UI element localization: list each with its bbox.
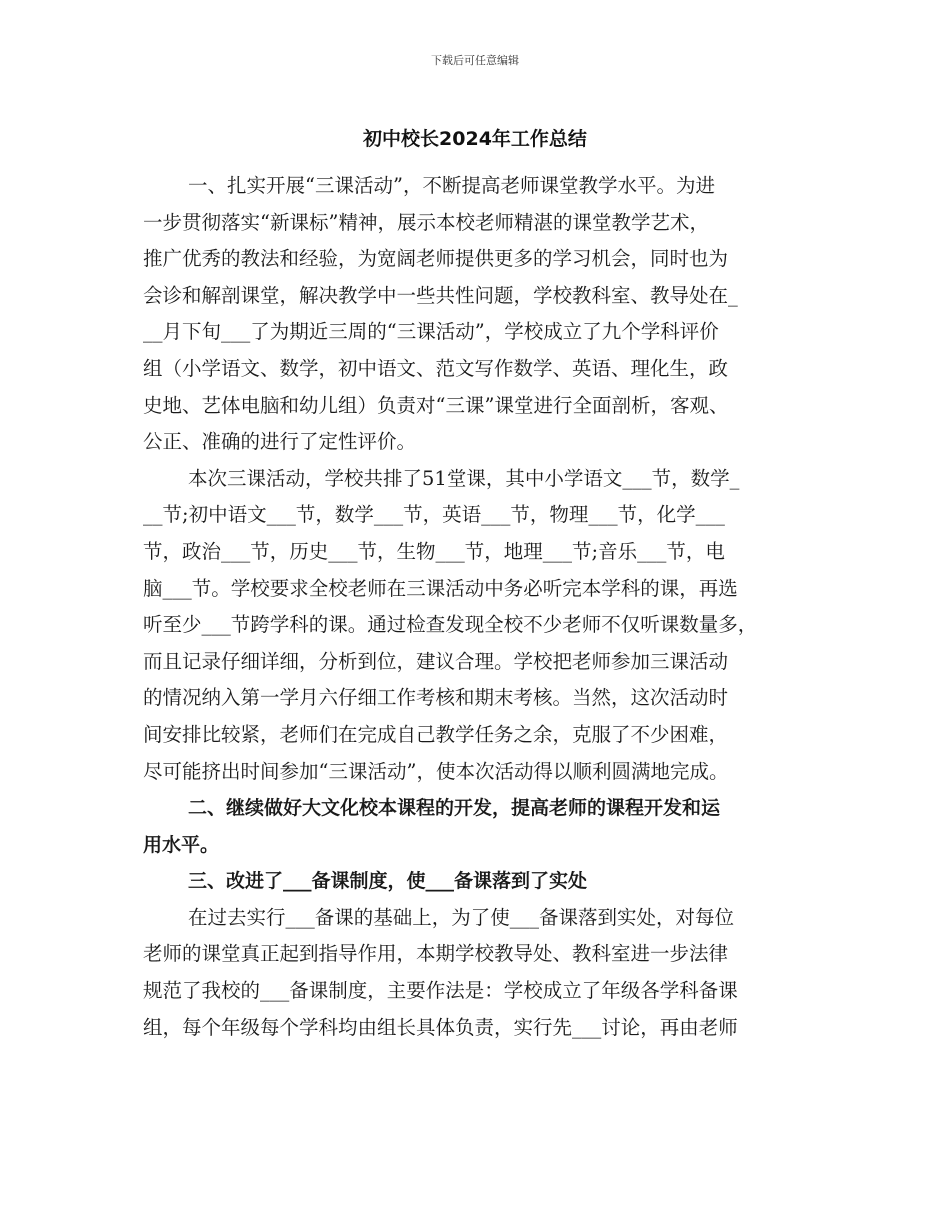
paragraph-line: 听至少___节跨学科的课。通过检查发现全校不少老师不仅听课数量多， xyxy=(143,613,758,637)
paragraph-line: 会诊和解剖课堂，解决教学中一些共性问题，学校教科室、教导处在_ xyxy=(143,283,738,307)
paragraph-line: __节;初中语文___节，数学___节，英语___节，物理___节，化学___ xyxy=(143,503,725,527)
paragraph-line: 脑___节。学校要求全校老师在三课活动中务必听完本学科的课，再选 xyxy=(143,576,738,600)
document-body xyxy=(143,168,815,1046)
paragraph-line: 的情况纳入第一学月六仔细工作考核和期末考核。当然，这次活动时 xyxy=(143,686,729,710)
paragraph-line: 本次三课活动，学校共排了51堂课，其中小学语文___节，数学_ xyxy=(188,466,740,490)
paragraph-line: __月下旬___了为期近三周的“三课活动”，学校成立了九个学科评价 xyxy=(143,320,719,344)
document-title: 初中校长2024年工作总结 xyxy=(363,128,587,150)
paragraph-line: 组，每个年级每个学科均由组长具体负责，实行先___讨论，再由老师 xyxy=(143,1015,738,1039)
section-heading: 用水平。 xyxy=(143,833,220,856)
section-heading: 二、继续做好大文化校本课程的开发，提高老师的课程开发和运 xyxy=(188,797,721,820)
paragraph-line: 而且记录仔细详细，分析到位，建议合理。学校把老师参加三课活动 xyxy=(143,649,729,673)
paragraph-line: 组（小学语文、数学，初中语文、范文写作数学、英语、理化生，政 xyxy=(143,356,729,380)
section-heading: 三、改进了___备课制度，使___备课落到了实处 xyxy=(188,870,588,893)
paragraph-line: 节，政治___节，历史___节，生物___节，地理___节;音乐___节，电 xyxy=(143,539,725,563)
paragraph-line: 推广优秀的教法和经验，为宽阔老师提供更多的学习机会，同时也为 xyxy=(143,247,729,271)
paragraph-line: 在过去实行___备课的基础上，为了使___备课落到实处，对每位 xyxy=(188,905,735,929)
paragraph-line: 公正、准确的进行了定性评价。 xyxy=(143,430,417,454)
paragraph-line: 老师的课堂真正起到指导作用，本期学校教导处、教科室进一步法律 xyxy=(143,942,729,966)
header-note: 下载后可任意编辑 xyxy=(431,54,519,67)
paragraph-line: 间安排比较紧，老师们在完成自己教学任务之余，克服了不少困难， xyxy=(143,722,729,746)
paragraph-line: 尽可能挤出时间参加“三课活动”，使本次活动得以顺利圆满地完成。 xyxy=(143,759,729,783)
paragraph-line: 一、扎实开展“三课活动”，不断提高老师课堂教学水平。为进 xyxy=(188,174,715,197)
paragraph-line: 规范了我校的___备课制度，主要作法是：学校成立了年级各学科备课 xyxy=(143,979,738,1003)
paragraph-line: 一步贯彻落实“新课标”精神，展示本校老师精湛的课堂教学艺术， xyxy=(143,210,709,234)
paragraph-line: 史地、艺体电脑和幼儿组）负责对“三课”课堂进行全面剖析，客观、 xyxy=(143,393,729,417)
